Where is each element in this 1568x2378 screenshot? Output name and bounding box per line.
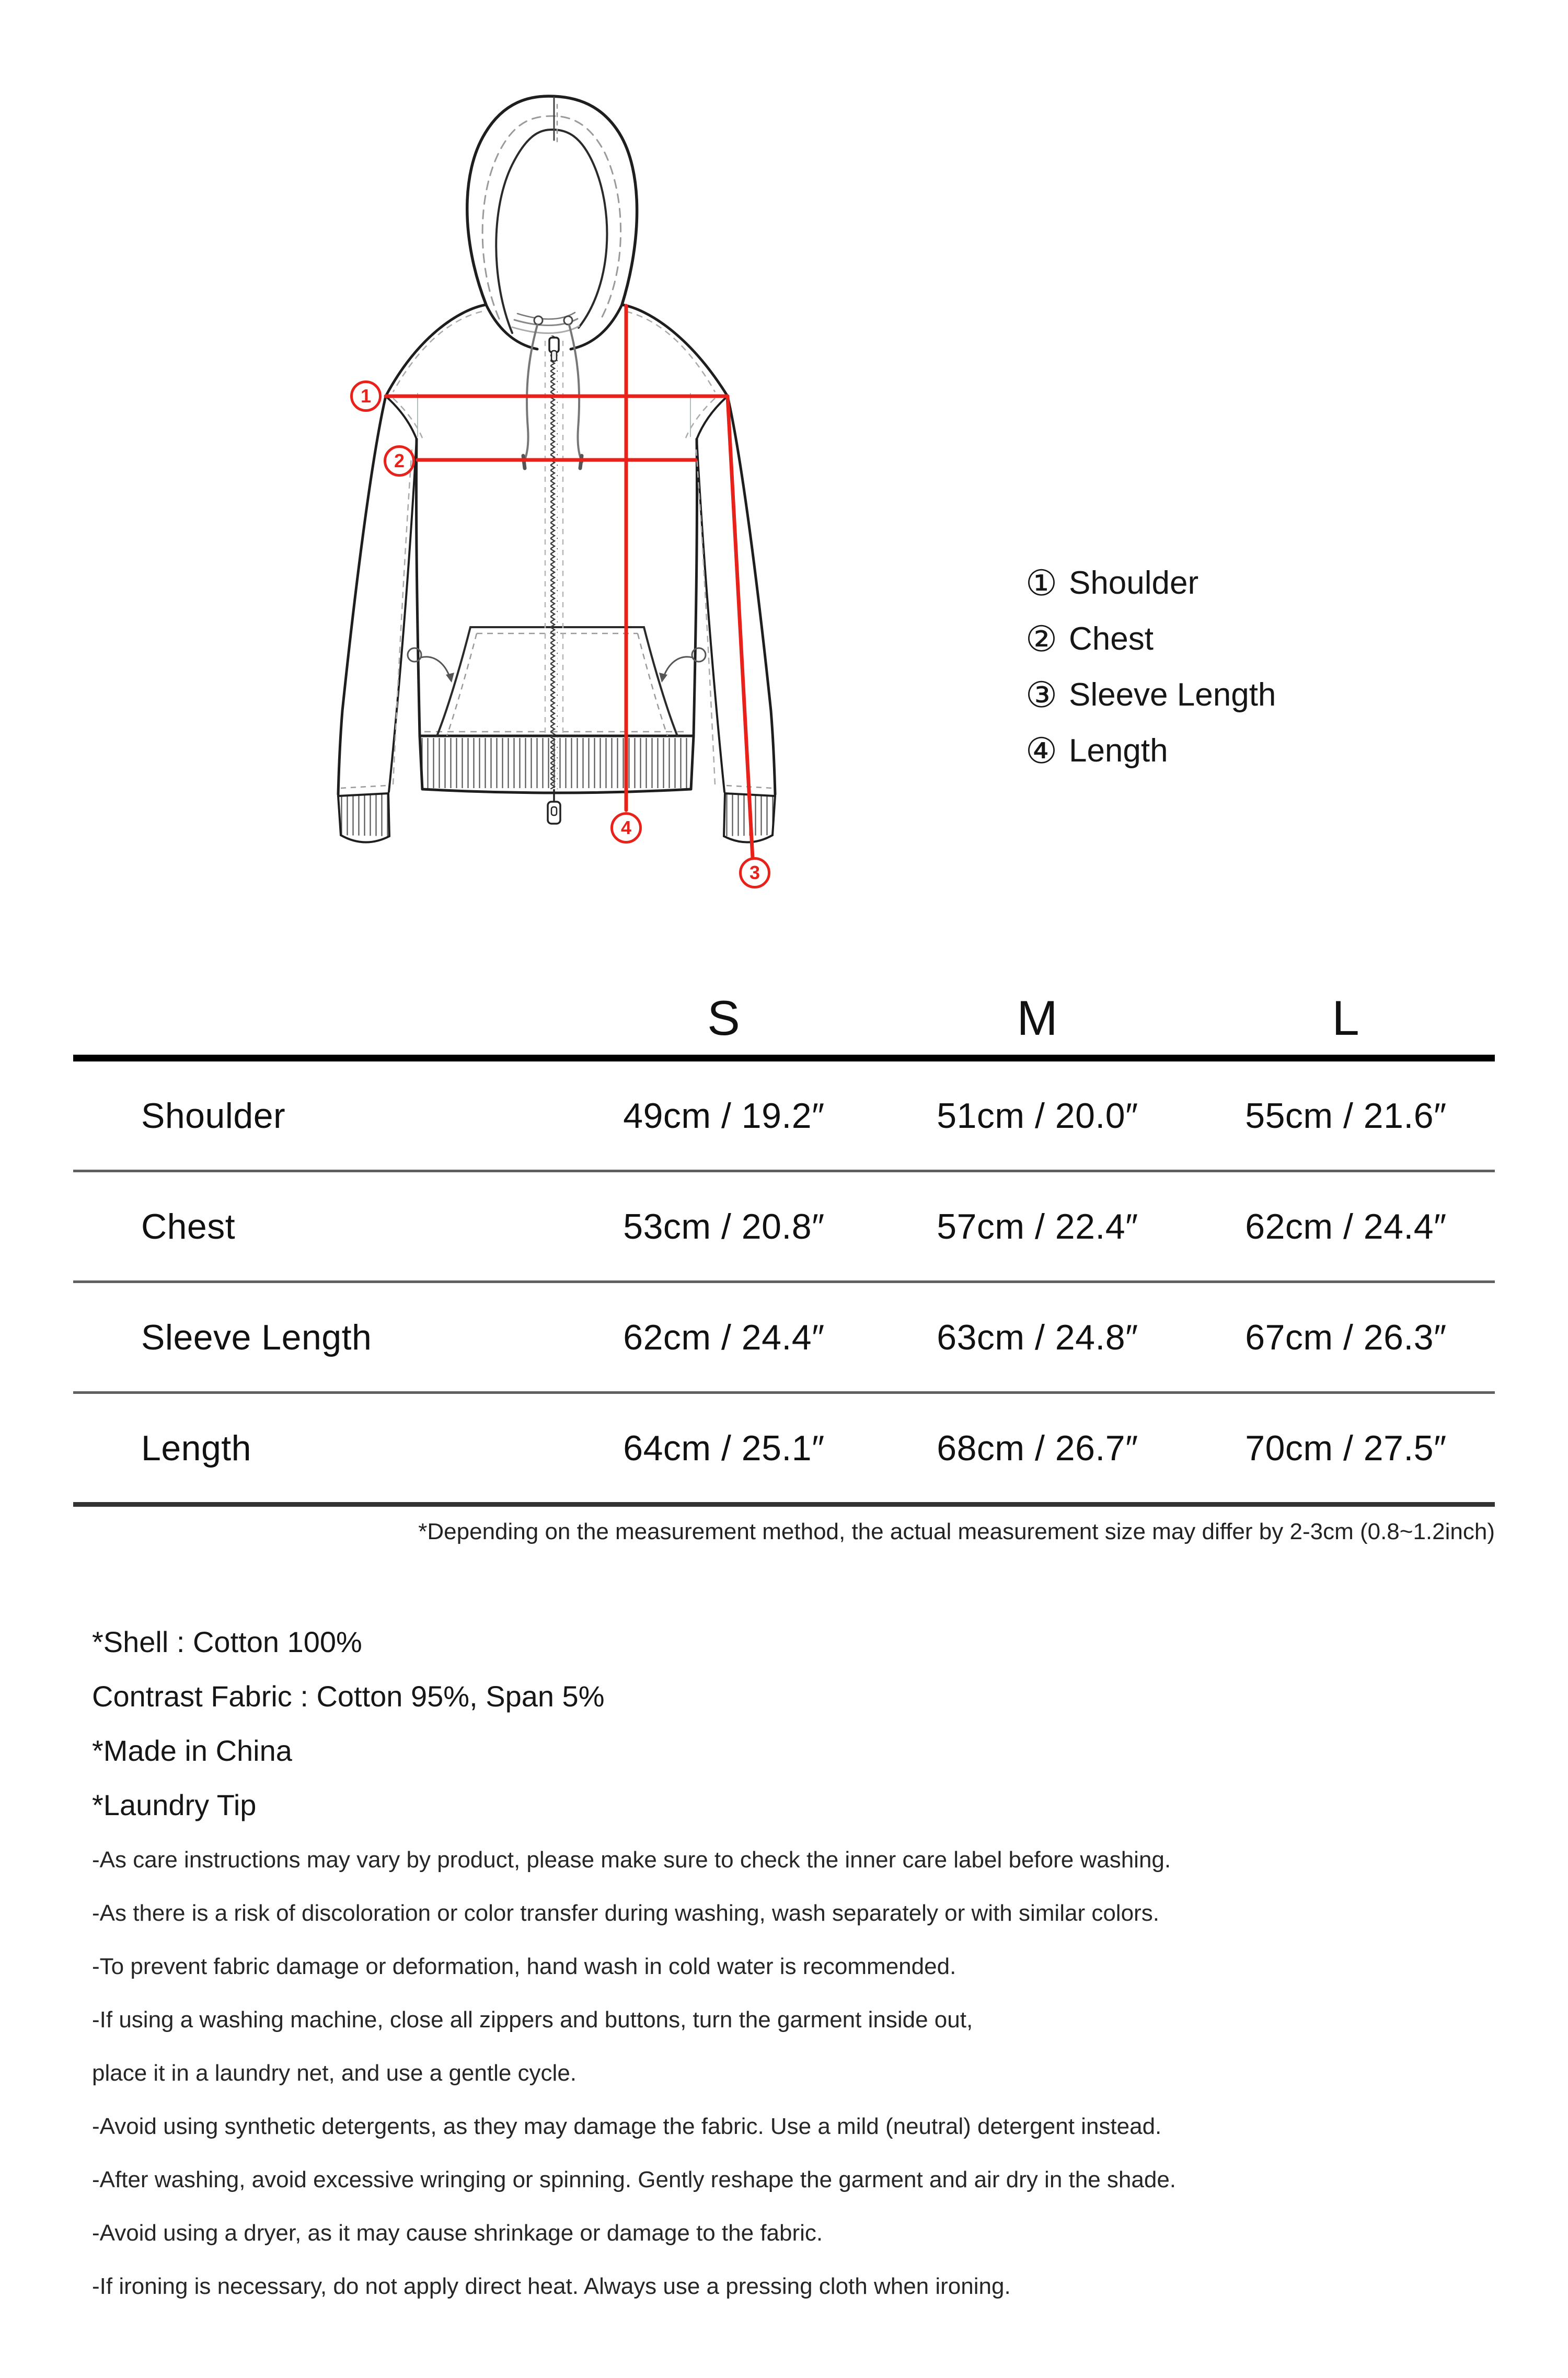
info-laundry-tip-heading: *Laundry Tip	[92, 1788, 257, 1821]
table-row-chest	[73, 1172, 1495, 1283]
measurement-disclaimer-note: *Depending on the measurement method, the actual measurement size may differ by 2-3cm (0.8~1.2inch)	[418, 1519, 1495, 1544]
product-info-block	[92, 1615, 605, 1832]
legend-label: Chest	[1068, 621, 1154, 657]
measurement-marker-sleeve-length	[739, 857, 770, 888]
size-value: 64cm / 25.1″	[623, 1428, 825, 1468]
legend-label: Shoulder	[1068, 565, 1199, 601]
measurement-marker-chest	[384, 445, 415, 477]
row-label: Chest	[141, 1206, 236, 1246]
legend-label: Sleeve Length	[1068, 677, 1276, 713]
size-column-header-m: M	[1017, 990, 1058, 1045]
table-row-sleeve-length	[73, 1283, 1495, 1394]
marker-digit: 2	[394, 450, 405, 471]
care-instruction-line: -Avoid using synthetic detergents, as they may damage the fabric. Use a mild (neutral) detergent instead.	[92, 2114, 1162, 2139]
care-instruction-line: -If using a washing machine, close all zippers and buttons, turn the garment inside out,	[92, 2007, 973, 2033]
circled-2-icon: ②	[1025, 619, 1057, 659]
care-instruction-line: -As there is a risk of discoloration or color transfer during washing, wash separately or with similar colors.	[92, 1900, 1159, 1926]
care-instruction-line: -To prevent fabric damage or deformation, hand wash in cold water is recommended.	[92, 1954, 956, 1979]
info-made-in: *Made in China	[92, 1734, 292, 1767]
size-value: 62cm / 24.4″	[623, 1317, 825, 1357]
care-instruction-line: -After washing, avoid excessive wringing or spinning. Gently reshape the garment and air dry in the shade.	[92, 2167, 1177, 2192]
size-value: 57cm / 22.4″	[937, 1206, 1138, 1246]
size-value: 62cm / 24.4″	[1245, 1206, 1447, 1246]
circled-1-icon: ①	[1025, 563, 1057, 603]
marker-digit: 1	[360, 385, 372, 407]
care-instruction-line: -Avoid using a dryer, as it may cause shrinkage or damage to the fabric.	[92, 2220, 823, 2246]
table-row-shoulder	[73, 1061, 1495, 1172]
garment-technical-drawing	[293, 84, 815, 904]
circled-4-icon: ④	[1025, 731, 1057, 771]
table-row-length	[73, 1394, 1495, 1507]
size-table-header-row	[73, 980, 1495, 1061]
care-instruction-line: -If ironing is necessary, do not apply direct heat. Always use a pressing cloth when ironing.	[92, 2273, 1011, 2299]
care-instruction-line: place it in a laundry net, and use a gentle cycle.	[92, 2060, 577, 2086]
care-instructions-block	[92, 1833, 1176, 2313]
measurement-marker-length	[610, 812, 642, 844]
size-column-header-l: L	[1332, 990, 1360, 1045]
size-value: 68cm / 26.7″	[937, 1428, 1138, 1468]
legend-item-chest	[1025, 611, 1276, 667]
legend-item-length	[1025, 723, 1276, 779]
size-value: 55cm / 21.6″	[1245, 1095, 1447, 1136]
size-value: 53cm / 20.8″	[623, 1206, 825, 1246]
marker-digit: 4	[620, 817, 632, 838]
legend-label: Length	[1068, 733, 1168, 769]
row-label: Shoulder	[141, 1095, 286, 1136]
marker-digit: 3	[749, 862, 760, 883]
size-value: 49cm / 19.2″	[623, 1095, 825, 1136]
measurement-marker-shoulder	[350, 380, 382, 412]
legend-item-shoulder	[1025, 555, 1276, 611]
size-value: 51cm / 20.0″	[937, 1095, 1138, 1136]
measurement-legend	[1025, 555, 1276, 779]
size-value: 67cm / 26.3″	[1245, 1317, 1447, 1357]
row-label: Sleeve Length	[141, 1317, 372, 1357]
hoodie-flat-sketch-svg	[293, 84, 815, 904]
info-contrast-fabric: Contrast Fabric : Cotton 95%, Span 5%	[92, 1680, 605, 1713]
care-instruction-line: -As care instructions may vary by product, please make sure to check the inner care label before washing.	[92, 1847, 1171, 1873]
size-value: 63cm / 24.8″	[937, 1317, 1138, 1357]
info-shell: *Shell : Cotton 100%	[92, 1625, 362, 1658]
size-value: 70cm / 27.5″	[1245, 1428, 1447, 1468]
circled-3-icon: ③	[1025, 675, 1057, 715]
legend-item-sleeve-length	[1025, 667, 1276, 723]
size-column-header-s: S	[707, 990, 741, 1045]
size-table	[73, 980, 1495, 1507]
row-label: Length	[141, 1428, 251, 1468]
